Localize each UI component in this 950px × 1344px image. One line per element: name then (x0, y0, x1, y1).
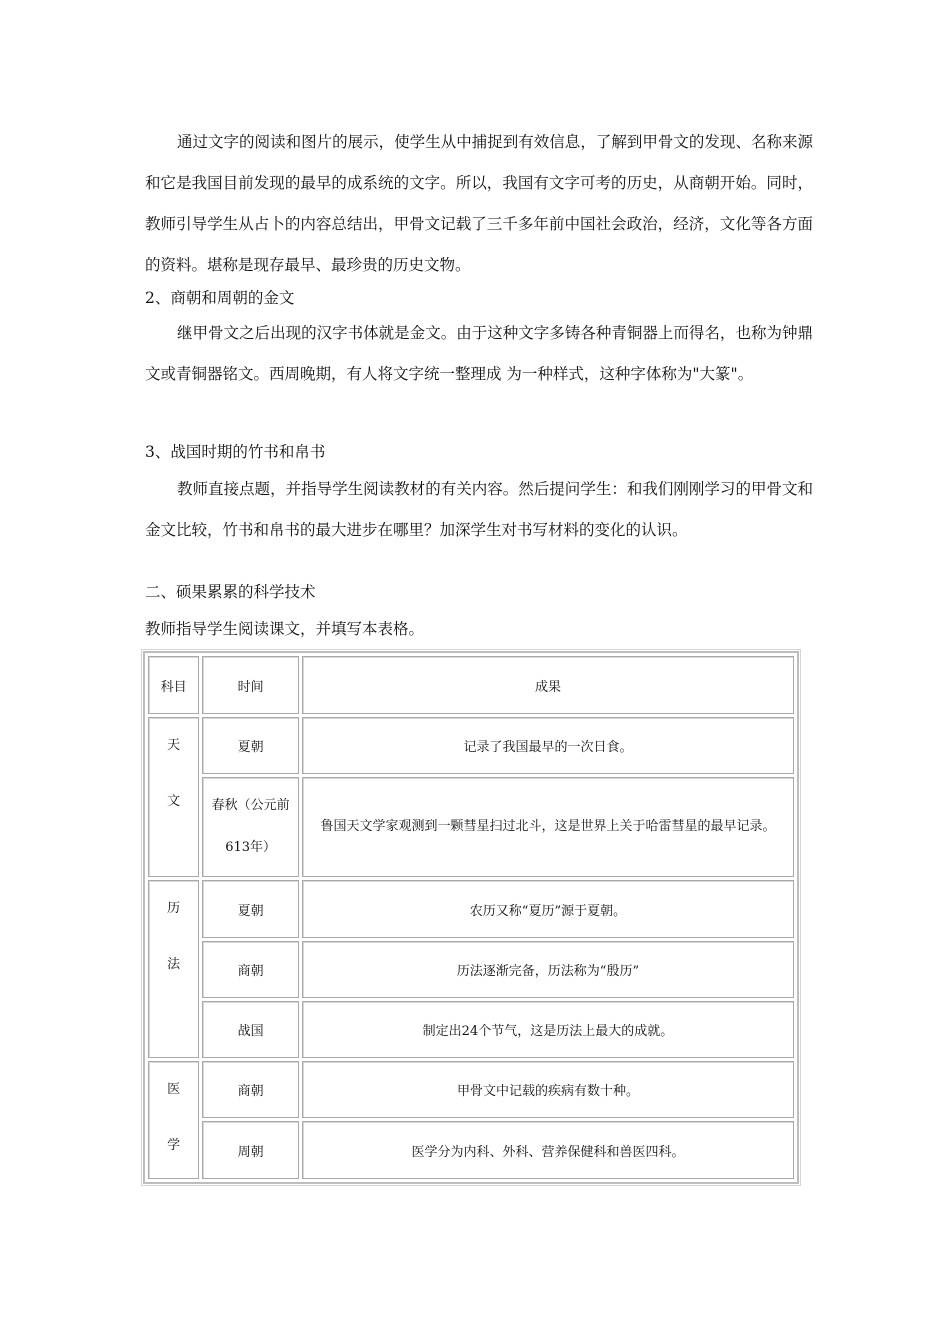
time-cell: 战国 (202, 1001, 299, 1058)
time-cell: 夏朝 (202, 880, 299, 938)
time-cell: 春秋（公元前613年） (202, 777, 299, 877)
result-cell: 农历又称“夏历”源于夏朝。 (302, 880, 794, 938)
subject-medicine: 医 学 (148, 1061, 199, 1179)
result-cell: 鲁国天文学家观测到一颗彗星扫过北斗，这是世界上关于哈雷彗星的最早记录。 (302, 777, 794, 877)
header-time: 时间 (202, 656, 299, 714)
table-row (148, 1121, 794, 1179)
heading-bronze-inscriptions: 2、商朝和周朝的金文 (145, 289, 295, 307)
result-cell: 医学分为内科、外科、营养保健科和兽医四科。 (302, 1121, 794, 1179)
time-cell: 夏朝 (202, 717, 299, 774)
table-row (148, 777, 794, 877)
result-cell: 历法逐渐完备，历法称为“殷历” (302, 941, 794, 998)
science-achievements-table (143, 651, 799, 1184)
result-cell: 记录了我国最早的一次日食。 (302, 717, 794, 774)
section-heading-science: 二、硕果累累的科学技术 (145, 583, 316, 601)
table-row (148, 1001, 794, 1058)
result-cell: 制定出24个节气，这是历法上最大的成就。 (302, 1001, 794, 1058)
header-result: 成果 (302, 656, 794, 714)
paragraph-oracle-bone: 通过文字的阅读和图片的展示，使学生从中捕捉到有效信息，了解到甲骨文的发现、名称来源和它是我国目前发现的最早的成系统的文字。所以，我国有文字可考的历史，从商朝开始。同时，教师引导学生从占卜的内容总结出，甲骨文记载了三千多年前中国社会政治，经济，文化等各方面的资料。堪称是现存最早、最珍贵的历史文物。 (145, 133, 813, 274)
table-header-row (148, 656, 794, 714)
time-cell: 周朝 (202, 1121, 299, 1179)
table-instruction: 教师指导学生阅读课文，并填写本表格。 (145, 620, 425, 638)
subject-astronomy: 天 文 (148, 717, 199, 877)
table-row (148, 880, 794, 938)
time-cell: 商朝 (202, 1061, 299, 1118)
subject-calendar: 历 法 (148, 880, 199, 1058)
heading-bamboo-silk: 3、战国时期的竹书和帛书 (145, 443, 326, 461)
result-cell: 甲骨文中记载的疾病有数十种。 (302, 1061, 794, 1118)
header-subject: 科目 (148, 656, 199, 714)
paragraph-bamboo-silk: 教师直接点题，并指导学生阅读教材的有关内容。然后提问学生：和我们刚刚学习的甲骨文和金文比较，竹书和帛书的最大进步在哪里？加深学生对书写材料的变化的认识。 (145, 480, 813, 539)
paragraph-bronze-inscriptions: 继甲骨文之后出现的汉字书体就是金文。由于这种文字多铸各种青铜器上而得名，也称为钟鼎文或青铜器铭文。西周晚期，有人将文字统一整理成 为一种样式，这种字体称为"大篆"。 (145, 324, 813, 383)
table-row (148, 941, 794, 998)
time-cell: 商朝 (202, 941, 299, 998)
table-row (148, 1061, 794, 1118)
table-row (148, 717, 794, 774)
